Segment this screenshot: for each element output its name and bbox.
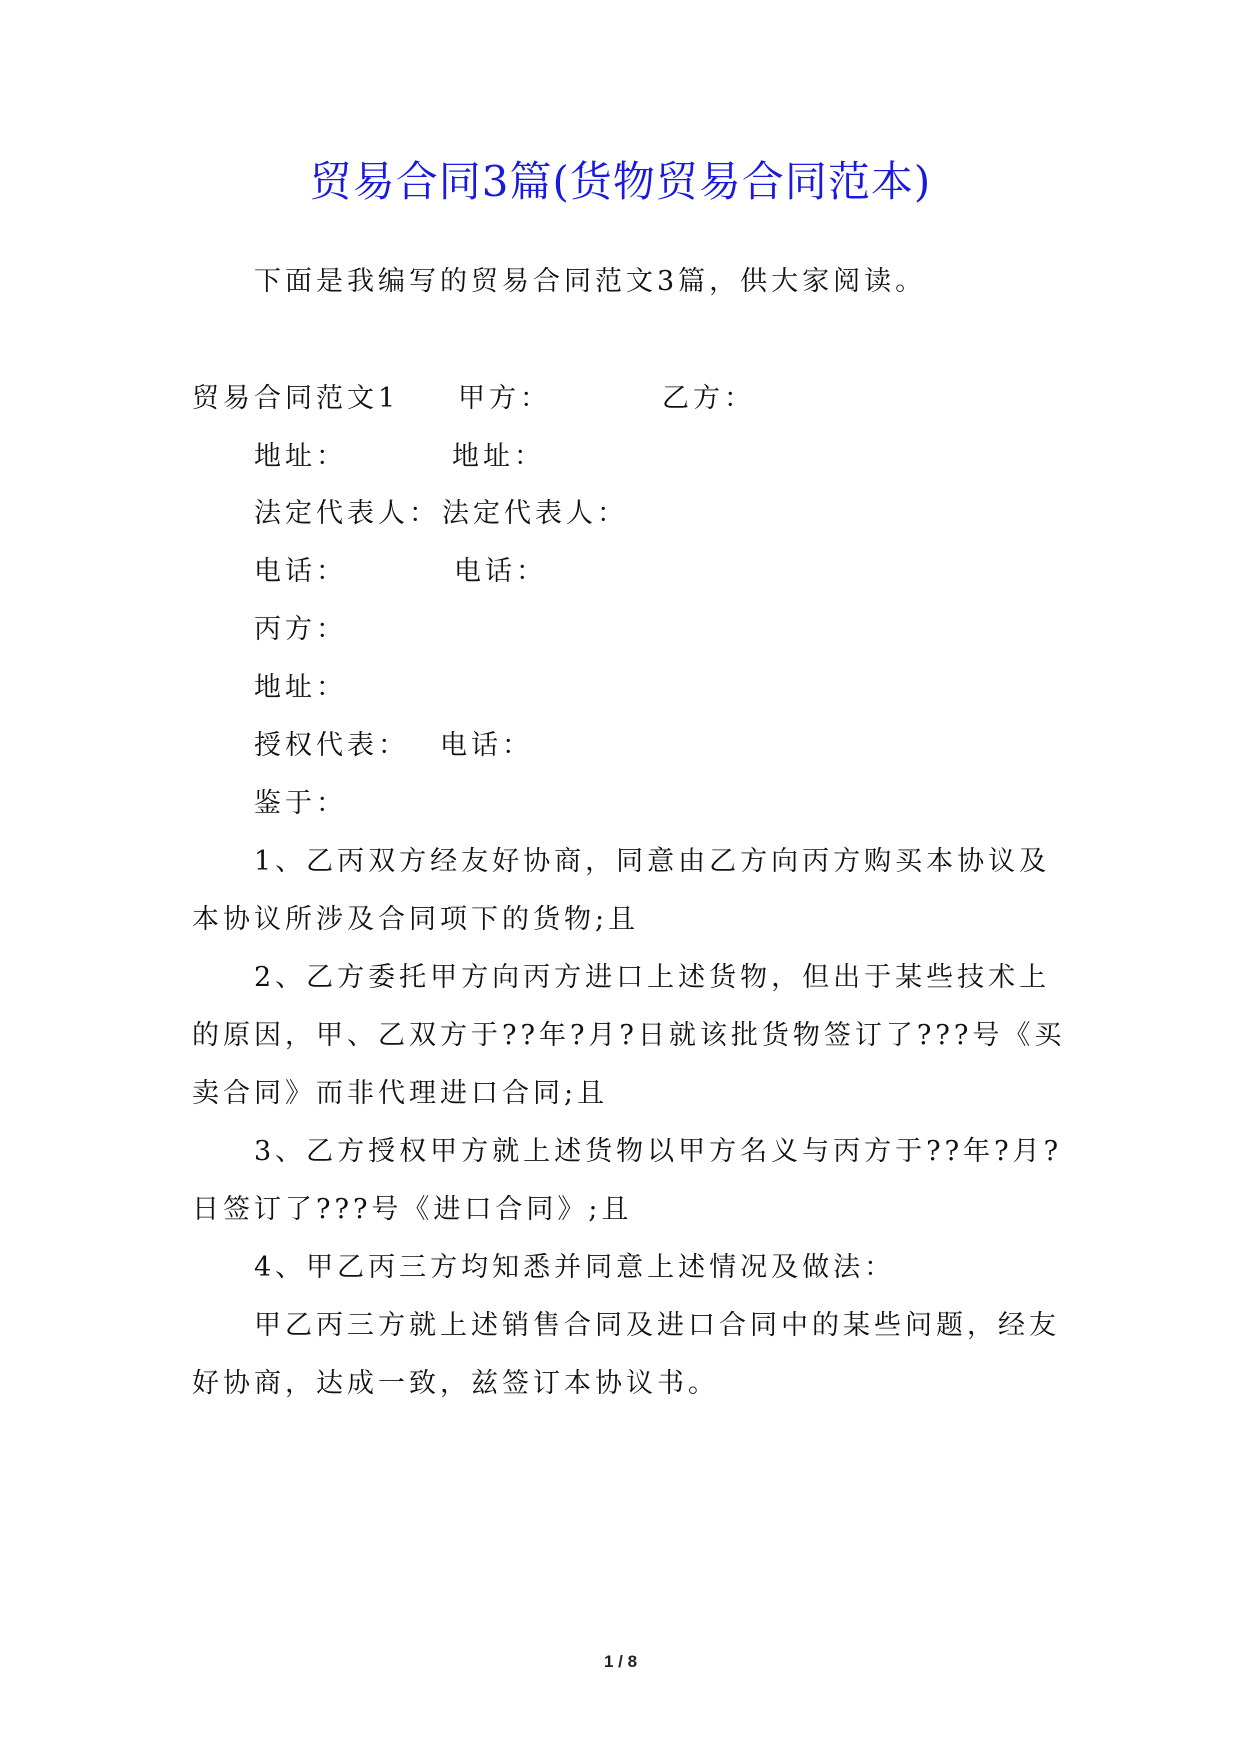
- party-b-label: 乙方：: [662, 383, 755, 414]
- party-b-address-label: 地址：: [452, 441, 545, 472]
- party-c-label: 丙方：: [254, 614, 347, 645]
- clause-3-line-1: 3、乙方授权甲方就上述货物以甲方名义与丙方于??年?月?: [254, 1136, 1063, 1167]
- party-a-representative-label: 法定代表人：: [254, 498, 440, 529]
- clause-4-line-1: 4、甲乙丙三方均知悉并同意上述情况及做法：: [254, 1252, 896, 1283]
- clause-1-line-2: 本协议所涉及合同项下的货物;且: [192, 904, 640, 935]
- agreement-line-1: 甲乙丙三方就上述销售合同及进口合同中的某些问题，经友: [254, 1310, 1060, 1341]
- document-title: 贸易合同3篇(货物贸易合同范本): [309, 157, 932, 206]
- clause-3-line-2: 日签订了???号《进口合同》;且: [192, 1194, 633, 1225]
- clause-1-line-1: 1、乙丙双方经友好协商，同意由乙方向丙方购买本协议及: [254, 846, 1051, 877]
- party-b-phone-label: 电话：: [454, 556, 547, 587]
- party-b-representative-label: 法定代表人：: [442, 498, 628, 529]
- authorized-representative-label: 授权代表：: [254, 730, 409, 761]
- whereas-label: 鉴于：: [254, 788, 347, 819]
- intro-text: 下面是我编写的贸易合同范文3篇，供大家阅读。: [254, 266, 927, 297]
- party-a-label: 甲方：: [458, 383, 551, 414]
- clause-2-line-2: 的原因，甲、乙双方于??年?月?日就该批货物签订了???号《买: [192, 1020, 1066, 1051]
- section-heading: 贸易合同范文1: [192, 383, 400, 414]
- clause-2-line-1: 2、乙方委托甲方向丙方进口上述货物，但出于某些技术上: [254, 962, 1051, 993]
- party-c-phone-label: 电话：: [440, 730, 533, 761]
- page-number: 1 / 8: [603, 1652, 638, 1671]
- party-c-address-label: 地址：: [254, 672, 347, 703]
- clause-2-line-3: 卖合同》而非代理进口合同;且: [192, 1078, 609, 1109]
- party-a-phone-label: 电话：: [254, 556, 347, 587]
- agreement-line-2: 好协商，达成一致，兹签订本协议书。: [192, 1368, 719, 1399]
- party-a-address-label: 地址：: [254, 441, 347, 472]
